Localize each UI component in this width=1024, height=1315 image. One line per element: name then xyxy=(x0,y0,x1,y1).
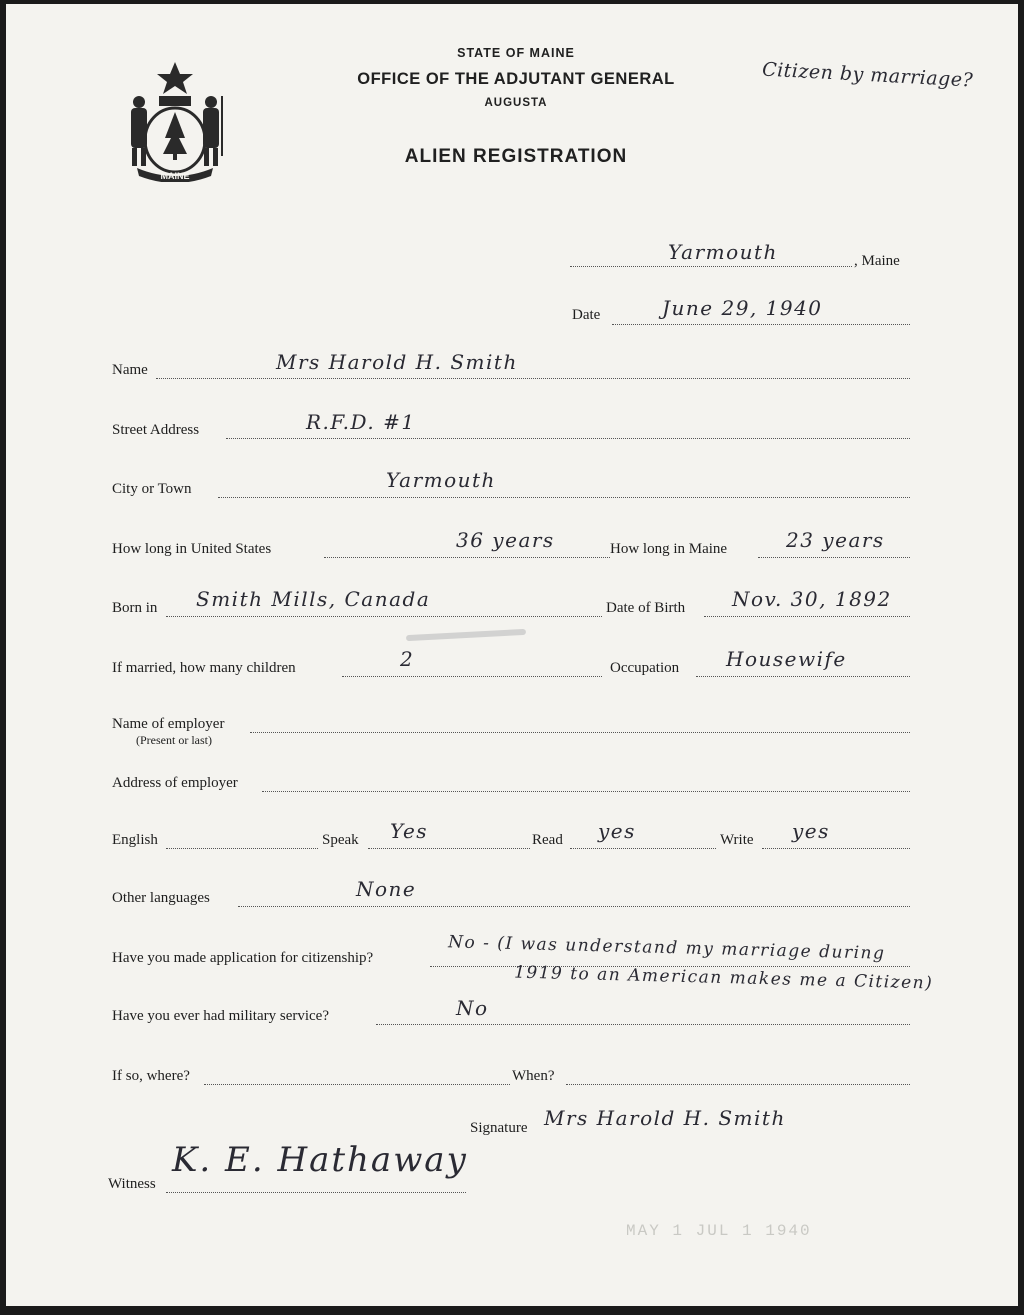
employer-address-line xyxy=(262,791,910,792)
header-state: STATE OF MAINE xyxy=(457,46,575,60)
speak-line xyxy=(368,848,530,849)
military-line xyxy=(376,1024,910,1025)
born-in-line xyxy=(166,616,602,617)
speak-value: Yes xyxy=(390,819,429,843)
date-of-birth-line xyxy=(704,616,910,617)
name-line xyxy=(156,378,910,379)
town-suffix: , Maine xyxy=(854,253,900,269)
how-long-us-label: How long in United States xyxy=(112,541,272,557)
occupation-label: Occupation xyxy=(610,660,680,676)
how-long-us-line xyxy=(324,557,610,558)
signature-label: Signature xyxy=(470,1120,528,1136)
margin-note: Citizen by marriage? xyxy=(761,58,974,92)
date-value: June 29, 1940 xyxy=(662,296,823,320)
when-label: When? xyxy=(512,1068,555,1084)
speak-label: Speak xyxy=(322,832,359,848)
write-line xyxy=(762,848,910,849)
occupation-value: Housewife xyxy=(726,647,847,671)
street-address-value: R.F.D. #1 xyxy=(306,410,416,434)
header-city: AUGUSTA xyxy=(484,97,548,109)
write-label: Write xyxy=(720,832,754,848)
street-address-line xyxy=(226,438,910,439)
seal-banner-text: MAINE xyxy=(160,171,190,181)
english-line xyxy=(166,848,318,849)
form-title: ALIEN REGISTRATION xyxy=(404,146,628,167)
military-label: Have you ever had military service? xyxy=(112,1008,329,1024)
born-in-value: Smith Mills, Canada xyxy=(196,587,431,611)
how-long-maine-line xyxy=(758,557,910,558)
employer-name-sublabel: (Present or last) xyxy=(136,733,212,747)
city-town-value: Yarmouth xyxy=(386,468,496,492)
town-value: Yarmouth xyxy=(668,240,778,264)
read-value: yes xyxy=(598,819,636,843)
witness-signature: K. E. Hathaway xyxy=(172,1140,468,1180)
other-languages-label: Other languages xyxy=(112,890,210,906)
other-languages-line xyxy=(238,906,910,907)
signature-value: Mrs Harold H. Smith xyxy=(544,1106,786,1130)
children-label: If married, how many children xyxy=(112,660,296,676)
name-value: Mrs Harold H. Smith xyxy=(276,350,518,374)
children-line xyxy=(342,676,602,677)
when-line xyxy=(566,1084,910,1085)
city-town-label: City or Town xyxy=(112,481,192,497)
employer-name-line xyxy=(250,732,910,733)
witness-line xyxy=(166,1192,466,1193)
faded-date-stamp: MAY 1 JUL 1 1940 xyxy=(626,1222,812,1240)
citizenship-answer-line2: 1919 to an American makes me a Citizen) xyxy=(513,962,934,994)
english-label: English xyxy=(112,832,158,848)
header-office: OFFICE OF THE ADJUTANT GENERAL xyxy=(357,70,675,88)
street-address-label: Street Address xyxy=(112,422,200,438)
other-languages-value: None xyxy=(356,877,417,901)
if-so-where-line xyxy=(204,1084,510,1085)
born-in-label: Born in xyxy=(112,600,158,616)
date-of-birth-label: Date of Birth xyxy=(606,600,686,616)
read-line xyxy=(570,848,716,849)
maine-state-seal-icon xyxy=(119,56,231,182)
city-town-line xyxy=(218,497,910,498)
date-line xyxy=(612,324,910,325)
if-so-where-label: If so, where? xyxy=(112,1068,190,1084)
children-value: 2 xyxy=(400,647,415,671)
date-label: Date xyxy=(572,307,601,323)
citizenship-answer-line1: No - (I was understand my marriage during xyxy=(447,932,886,964)
witness-label: Witness xyxy=(108,1176,156,1192)
citizenship-label: Have you made application for citizenship? xyxy=(112,950,374,966)
employer-name-label: Name of employer xyxy=(112,716,225,732)
how-long-maine-value: 23 years xyxy=(786,528,885,552)
how-long-maine-label: How long in Maine xyxy=(610,541,728,557)
ink-smudge xyxy=(406,629,526,641)
employer-address-label: Address of employer xyxy=(112,775,238,791)
read-label: Read xyxy=(532,832,563,848)
registration-form-page xyxy=(6,4,1018,1306)
occupation-line xyxy=(696,676,910,677)
how-long-us-value: 36 years xyxy=(456,528,555,552)
write-value: yes xyxy=(792,819,830,843)
date-of-birth-value: Nov. 30, 1892 xyxy=(732,587,892,611)
name-label: Name xyxy=(112,362,148,378)
town-line xyxy=(570,266,852,267)
military-value: No xyxy=(456,996,489,1020)
